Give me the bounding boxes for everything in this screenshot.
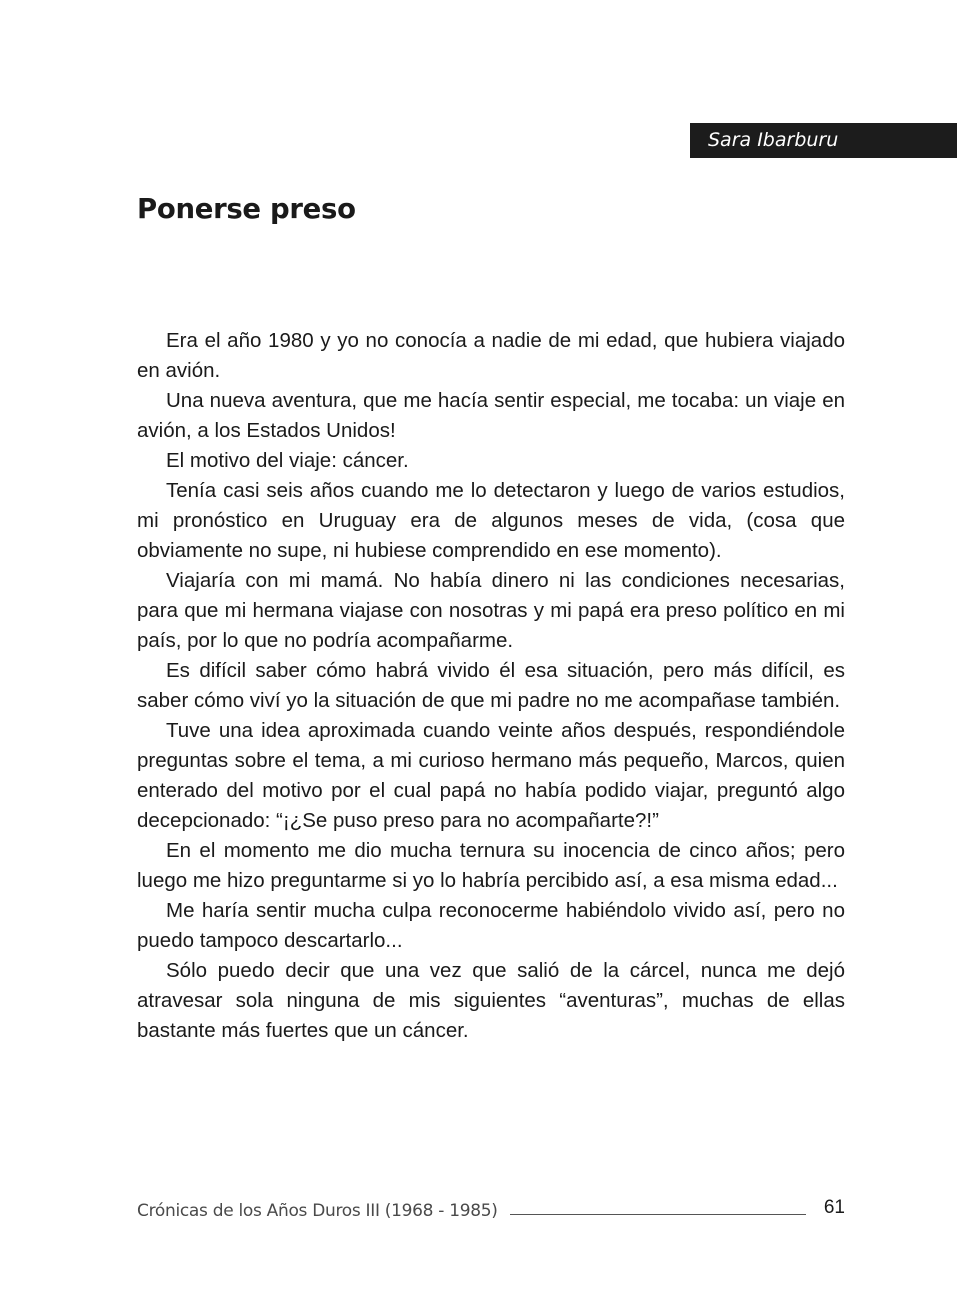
paragraph: Una nueva aventura, que me hacía sentir especial, me tocaba: un viaje en avión, a los Estados Unidos! — [137, 389, 845, 442]
paragraph: Tenía casi seis años cuando me lo detectaron y luego de varios estudios, mi pronóstico en Uruguay era de algunos meses de vida, (cosa que obviamente no supe, ni hubiese comprendido en ese momento). — [137, 479, 845, 562]
paragraph: Es difícil saber cómo habrá vivido él esa situación, pero más difícil, es saber cómo viví yo la situación de que mi padre no me acompañase también. — [137, 659, 845, 712]
paragraph: Era el año 1980 y yo no conocía a nadie de mi edad, que hubiera viajado en avión. — [137, 329, 845, 382]
paragraph: El motivo del viaje: cáncer. — [166, 449, 409, 472]
chapter-title: Ponerse preso — [137, 193, 356, 225]
footer-divider — [510, 1214, 806, 1215]
paragraph: Sólo puedo decir que una vez que salió de la cárcel, nunca me dejó atravesar sola ninguna de mis siguientes “aventuras”, muchas de ellas bastante más fuertes que un cáncer. — [137, 959, 845, 1042]
page-footer — [137, 1197, 845, 1225]
paragraph: Me haría sentir mucha culpa reconocerme habiéndolo vivido así, pero no puedo tampoco descartarlo... — [137, 899, 845, 952]
paragraph: Viajaría con mi mamá. No había dinero ni las condiciones necesarias, para que mi hermana viajase con nosotras y mi papá era preso político en mi país, por lo que no podría acompañarme. — [137, 569, 845, 652]
paragraph: Tuve una idea aproximada cuando veinte años después, respondiéndole preguntas sobre el tema, a mi curioso hermano más pequeño, Marcos, quien enterado del motivo por el cual papá no había podido viajar, preguntó algo decepcionado: “¡¿Se puso preso para no acompañarte?!” — [137, 719, 845, 832]
book-title: Crónicas de los Años Duros III (1968 - 1985) — [137, 1201, 498, 1221]
paragraph: En el momento me dio mucha ternura su inocencia de cinco años; pero luego me hizo preguntarme si yo lo habría percibido así, a esa misma edad... — [137, 839, 845, 892]
article-body — [137, 326, 845, 1046]
page-number: 61 — [823, 1197, 845, 1218]
author-label: Sara Ibarburu — [690, 123, 957, 158]
